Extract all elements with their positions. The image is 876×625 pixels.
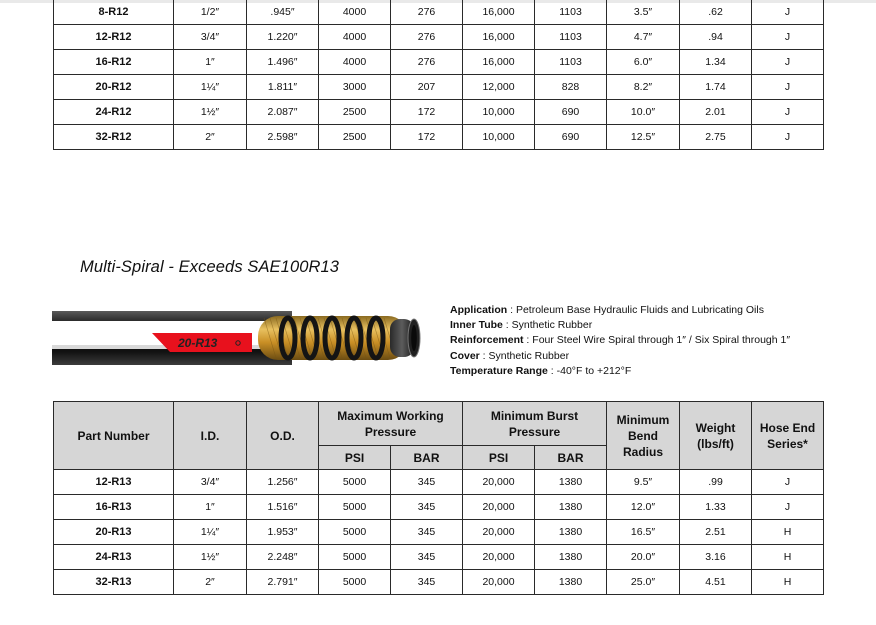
cell-part-number: 24-R12 — [54, 100, 174, 125]
table-row — [54, 520, 824, 545]
table-row — [54, 470, 824, 495]
cell-hose-end-series: J — [752, 100, 824, 125]
cell-burst-bar: 690 — [535, 125, 607, 150]
cell-working-psi: 4000 — [319, 50, 391, 75]
cell-working-bar: 345 — [391, 520, 463, 545]
cell-id: 1½″ — [174, 545, 247, 570]
spec-line — [450, 318, 790, 333]
table-row — [54, 495, 824, 520]
cell-working-bar: 345 — [391, 545, 463, 570]
cell-working-bar: 172 — [391, 125, 463, 150]
cell-bend-radius: 16.5″ — [607, 520, 680, 545]
header-od: O.D. — [247, 402, 319, 470]
cell-id: 1¼″ — [174, 520, 247, 545]
spec-separator: : — [479, 349, 489, 362]
cell-working-bar: 276 — [391, 25, 463, 50]
cell-hose-end-series: J — [752, 125, 824, 150]
cell-burst-bar: 828 — [535, 75, 607, 100]
cell-working-bar: 207 — [391, 75, 463, 100]
cell-weight: .99 — [680, 470, 752, 495]
cell-working-psi: 3000 — [319, 75, 391, 100]
cell-id: 1¼″ — [174, 75, 247, 100]
cell-burst-psi: 12,000 — [463, 75, 535, 100]
spec-label: Reinforcement — [450, 334, 524, 347]
cell-weight: .62 — [680, 0, 752, 25]
hose-specifications — [450, 303, 790, 379]
header-max-working-pressure — [319, 402, 463, 446]
r13-table-header — [54, 402, 824, 470]
r12-table-body — [54, 0, 824, 150]
cell-bend-radius: 8.2″ — [607, 75, 680, 100]
cell-burst-bar: 1103 — [535, 25, 607, 50]
spec-label: Inner Tube — [450, 319, 503, 332]
cell-burst-bar: 1103 — [535, 0, 607, 25]
spec-line — [450, 333, 790, 348]
cell-burst-bar: 690 — [535, 100, 607, 125]
cell-hose-end-series: J — [752, 470, 824, 495]
cell-bend-radius: 25.0″ — [607, 570, 680, 595]
cell-hose-end-series: J — [752, 25, 824, 50]
table-row — [54, 75, 824, 100]
cell-burst-psi: 10,000 — [463, 125, 535, 150]
table-row — [54, 570, 824, 595]
cell-id: 1″ — [174, 50, 247, 75]
cell-burst-psi: 16,000 — [463, 25, 535, 50]
header-min-burst-pressure — [463, 402, 607, 446]
cell-burst-psi: 10,000 — [463, 100, 535, 125]
cell-burst-bar: 1380 — [535, 520, 607, 545]
cell-hose-end-series: H — [752, 545, 824, 570]
header-hose-end-series — [752, 402, 824, 470]
cell-part-number: 16-R12 — [54, 50, 174, 75]
cell-od: 2.598″ — [247, 125, 319, 150]
header-burst-bar: BAR — [535, 446, 607, 470]
spec-line — [450, 364, 790, 379]
spec-separator: : — [507, 304, 516, 316]
header-working-bar: BAR — [391, 446, 463, 470]
spec-line — [450, 303, 790, 318]
cell-bend-radius: 10.0″ — [607, 100, 680, 125]
cell-part-number: 20-R12 — [54, 75, 174, 100]
header-part-number: Part Number — [54, 402, 174, 470]
cell-od: 1.496″ — [247, 50, 319, 75]
header-bend-radius — [607, 402, 680, 470]
table-row — [54, 0, 824, 25]
cell-od: 2.791″ — [247, 570, 319, 595]
header-id: I.D. — [174, 402, 247, 470]
spec-value: Synthetic Rubber — [488, 349, 570, 362]
cell-hose-end-series: H — [752, 520, 824, 545]
cell-part-number: 24-R13 — [54, 545, 174, 570]
cell-od: 1.220″ — [247, 25, 319, 50]
cell-weight: 2.75 — [680, 125, 752, 150]
header-max-working-pressure-text: Maximum Working Pressure — [337, 408, 444, 439]
cell-burst-bar: 1103 — [535, 50, 607, 75]
cell-weight: 2.01 — [680, 100, 752, 125]
cell-burst-psi: 20,000 — [463, 520, 535, 545]
cell-burst-bar: 1380 — [535, 495, 607, 520]
header-weight-text: Weight (lbs/ft) — [695, 420, 736, 451]
cell-bend-radius: 20.0″ — [607, 545, 680, 570]
cell-weight: 3.16 — [680, 545, 752, 570]
cell-id: 1″ — [174, 495, 247, 520]
cell-working-psi: 4000 — [319, 0, 391, 25]
hose-image — [52, 309, 426, 367]
cell-working-psi: 2500 — [319, 125, 391, 150]
cell-burst-psi: 20,000 — [463, 570, 535, 595]
cell-od: 1.256″ — [247, 470, 319, 495]
table-row — [54, 50, 824, 75]
hose-label: 20-R13 — [178, 336, 218, 350]
cell-id: 1½″ — [174, 100, 247, 125]
cell-weight: 2.51 — [680, 520, 752, 545]
cell-hose-end-series: J — [752, 495, 824, 520]
cell-bend-radius: 3.5″ — [607, 0, 680, 25]
cell-working-psi: 5000 — [319, 545, 391, 570]
cell-burst-psi: 20,000 — [463, 495, 535, 520]
cell-working-psi: 2500 — [319, 100, 391, 125]
cell-working-psi: 5000 — [319, 470, 391, 495]
cell-bend-radius: 12.5″ — [607, 125, 680, 150]
cell-hose-end-series: J — [752, 0, 824, 25]
spec-value: -40°F to +212°F — [556, 364, 632, 377]
cell-burst-psi: 20,000 — [463, 545, 535, 570]
cell-working-bar: 345 — [391, 570, 463, 595]
spec-separator: : — [523, 334, 533, 347]
cell-working-bar: 276 — [391, 50, 463, 75]
cell-burst-psi: 16,000 — [463, 0, 535, 25]
header-weight — [680, 402, 752, 470]
cell-working-psi: 4000 — [319, 25, 391, 50]
spec-label: Temperature Range — [450, 364, 548, 377]
cell-part-number: 8-R12 — [54, 0, 174, 25]
cell-weight: 1.74 — [680, 75, 752, 100]
table-row — [54, 25, 824, 50]
cell-working-bar: 345 — [391, 470, 463, 495]
cell-bend-radius: 6.0″ — [607, 50, 680, 75]
cell-working-psi: 5000 — [319, 520, 391, 545]
header-hose-end-series-text: Hose End Series* — [759, 420, 816, 451]
cell-working-bar: 345 — [391, 495, 463, 520]
table-row — [54, 100, 824, 125]
cell-working-psi: 5000 — [319, 495, 391, 520]
cell-od: 2.087″ — [247, 100, 319, 125]
cell-part-number: 32-R13 — [54, 570, 174, 595]
r13-spec-table — [53, 401, 824, 595]
spec-line — [450, 349, 790, 364]
cell-id: 3/4″ — [174, 25, 247, 50]
cell-weight: .94 — [680, 25, 752, 50]
spec-label: Cover — [450, 349, 480, 362]
table-row — [54, 545, 824, 570]
header-burst-psi: PSI — [463, 446, 535, 470]
header-bend-radius-text: Minimum Bend Radius — [616, 412, 670, 459]
spec-value: Petroleum Base Hydraulic Fluids and Lubricating Oils — [515, 304, 764, 316]
r12-spec-table — [53, 0, 824, 150]
cell-id: 1/2″ — [174, 0, 247, 25]
cell-weight: 4.51 — [680, 570, 752, 595]
cell-id: 2″ — [174, 570, 247, 595]
spec-separator: : — [502, 319, 512, 332]
cell-id: 2″ — [174, 125, 247, 150]
cell-bend-radius: 4.7″ — [607, 25, 680, 50]
r13-table-body — [54, 470, 824, 595]
spec-value: Synthetic Rubber — [511, 319, 593, 332]
cell-hose-end-series: J — [752, 75, 824, 100]
cell-bend-radius: 9.5″ — [607, 470, 680, 495]
cell-part-number: 12-R12 — [54, 25, 174, 50]
cell-od: 2.248″ — [247, 545, 319, 570]
cell-working-bar: 172 — [391, 100, 463, 125]
cell-burst-psi: 20,000 — [463, 470, 535, 495]
cell-bend-radius: 12.0″ — [607, 495, 680, 520]
cell-burst-bar: 1380 — [535, 470, 607, 495]
cell-od: 1.953″ — [247, 520, 319, 545]
cell-burst-bar: 1380 — [535, 545, 607, 570]
cell-working-bar: 276 — [391, 0, 463, 25]
cell-weight: 1.33 — [680, 495, 752, 520]
header-working-psi: PSI — [319, 446, 391, 470]
cell-od: .945″ — [247, 0, 319, 25]
cell-od: 1.811″ — [247, 75, 319, 100]
spec-separator: : — [547, 364, 557, 377]
cell-burst-bar: 1380 — [535, 570, 607, 595]
cell-hose-end-series: H — [752, 570, 824, 595]
header-min-burst-pressure-text: Minimum Burst Pressure — [490, 408, 579, 439]
cell-part-number: 12-R13 — [54, 470, 174, 495]
cell-working-psi: 5000 — [319, 570, 391, 595]
spec-label: Application — [450, 304, 508, 316]
cell-id: 3/4″ — [174, 470, 247, 495]
cell-part-number: 32-R12 — [54, 125, 174, 150]
table-row — [54, 125, 824, 150]
cell-part-number: 16-R13 — [54, 495, 174, 520]
cell-part-number: 20-R13 — [54, 520, 174, 545]
cell-od: 1.516″ — [247, 495, 319, 520]
cell-burst-psi: 16,000 — [463, 50, 535, 75]
cell-weight: 1.34 — [680, 50, 752, 75]
spec-value: Four Steel Wire Spiral through 1″ / Six Spiral through 1″ — [532, 334, 791, 347]
section-title: Multi-Spiral - Exceeds SAE100R13 — [80, 258, 340, 276]
cell-hose-end-series: J — [752, 50, 824, 75]
